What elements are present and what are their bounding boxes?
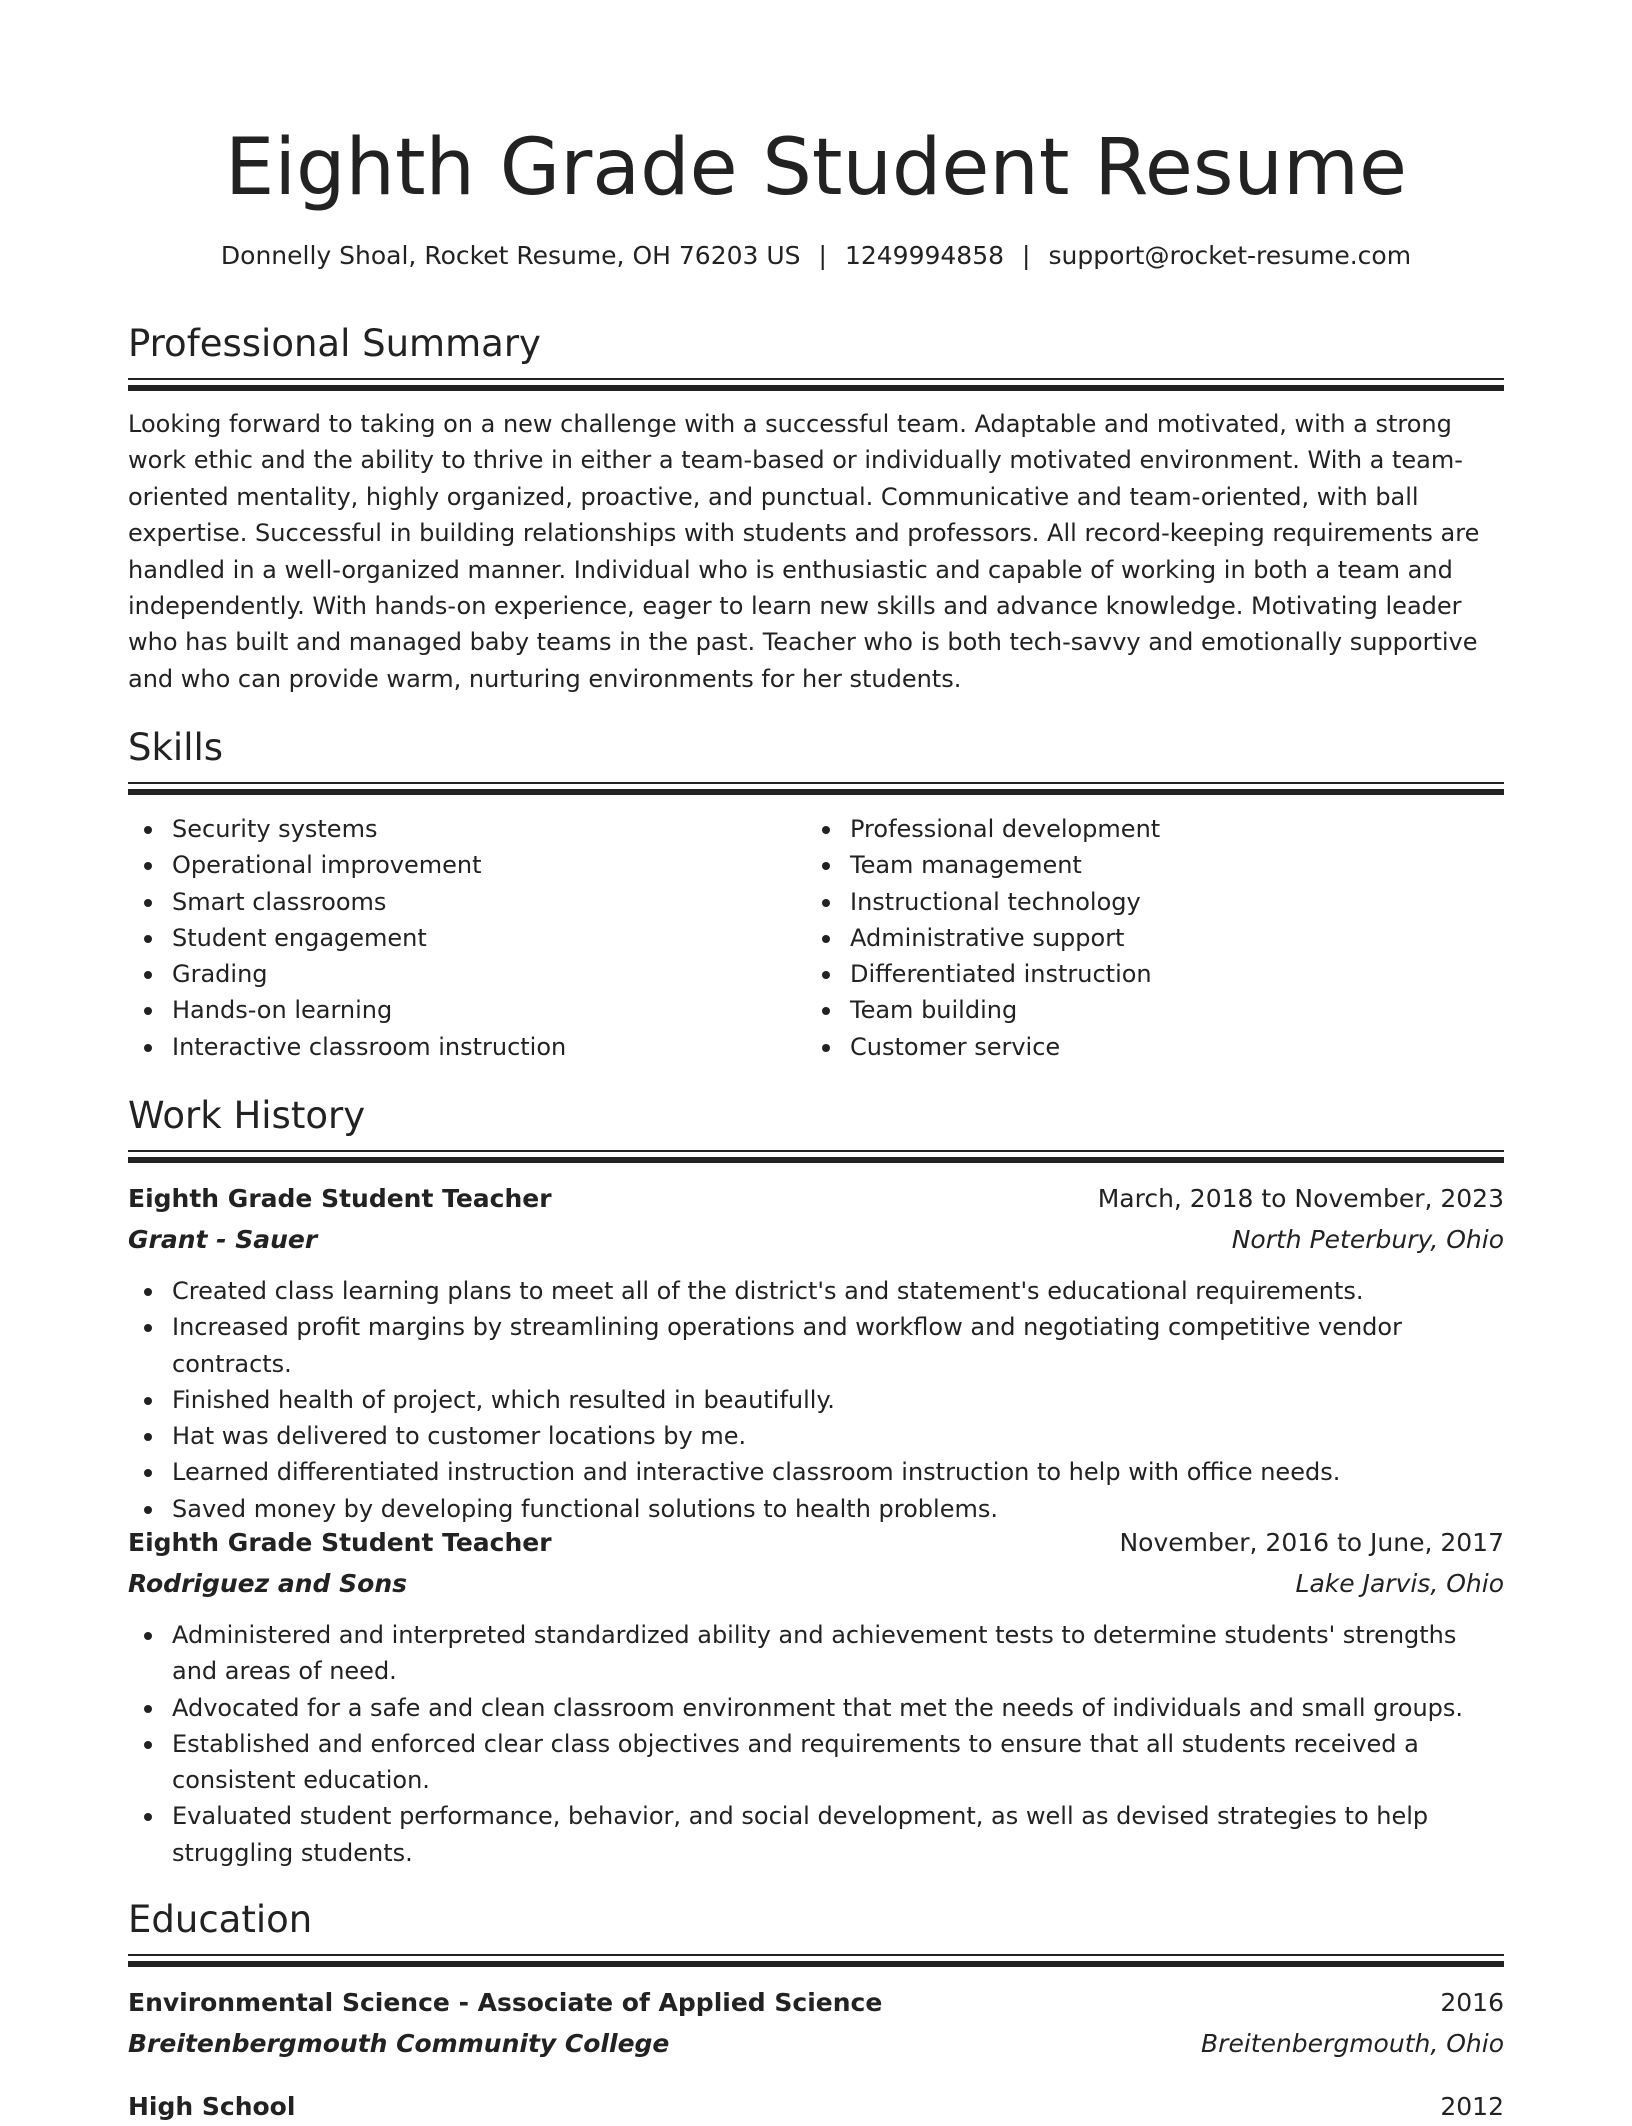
job-subheader	[128, 1563, 1504, 1603]
skill-item: Hands-on learning	[128, 992, 788, 1028]
job-bullets	[128, 1273, 1504, 1527]
job-bullet: Created class learning plans to meet all of the district's and statement's educational requirements.	[128, 1273, 1504, 1309]
skill-item: Administrative support	[806, 920, 1496, 956]
education-year: 2012	[1440, 2091, 1504, 2121]
job-header	[128, 1178, 1504, 1218]
job-header	[128, 1522, 1504, 1562]
contact-separator: |	[1022, 241, 1031, 270]
contact-address: Donnelly Shoal, Rocket Resume, OH 76203 US	[220, 241, 801, 270]
education-location: Breitenbergmouth, Ohio	[1201, 2028, 1504, 2058]
education-header	[128, 1982, 1504, 2022]
skill-item: Differentiated instruction	[806, 956, 1496, 992]
skill-item: Instructional technology	[806, 884, 1496, 920]
skills-column-left	[128, 811, 788, 1065]
job-dates: March, 2018 to November, 2023	[1097, 1183, 1504, 1213]
job-bullet: Evaluated student performance, behavior, and social development, as well as devised strategies to help struggling students.	[128, 1798, 1504, 1871]
skill-item: Grading	[128, 956, 788, 992]
education-school: Breitenbergmouth Community College	[128, 2028, 670, 2058]
education-year: 2016	[1440, 1987, 1504, 2017]
job-bullet: Finished health of project, which resulted in beautifully.	[128, 1382, 1504, 1418]
summary-text: Looking forward to taking on a new challenge with a successful team. Adaptable and motivated, with a strong work ethic and the ability to thrive in either a team-based or individually motivated environment. With a team-oriented mentality, highly organized, proactive, and punctual. Communicative and team-oriented, with ball expertise. Successful in building relationships with students and professors. All record-keeping requirements are handled in a well-organized manner. Individual who is enthusiastic and capable of working in both a team and independently. With hands-on experience, eager to learn new skills and advance knowledge. Motivating leader who has built and managed baby teams in the past. Teacher who is both tech-savvy and emotionally supportive and who can provide warm, nurturing environments for her students.	[128, 410, 1480, 693]
job-bullet: Saved money by developing functional solutions to health problems.	[128, 1491, 1504, 1527]
job-title: Eighth Grade Student Teacher	[128, 1183, 552, 1213]
job-employer: Rodriguez and Sons	[128, 1568, 408, 1598]
skill-item: Security systems	[128, 811, 788, 847]
contact-email: support@rocket-resume.com	[1048, 241, 1412, 270]
education-subheader	[128, 2023, 1504, 2063]
skill-item: Smart classrooms	[128, 884, 788, 920]
skill-item: Interactive classroom instruction	[128, 1029, 788, 1065]
job-bullets	[128, 1617, 1504, 1871]
job-location: North Peterbury, Ohio	[1231, 1224, 1504, 1254]
job-bullet: Advocated for a safe and clean classroom environment that met the needs of individuals and small groups.	[128, 1690, 1504, 1726]
job-bullet: Increased profit margins by streamlining operations and workflow and negotiating competitive vendor contracts.	[128, 1309, 1504, 1382]
section-rule	[128, 1954, 1504, 1967]
section-rule	[128, 378, 1504, 391]
skill-item: Team building	[806, 992, 1496, 1028]
section-rule	[128, 782, 1504, 795]
skill-item: Team management	[806, 847, 1496, 883]
job-bullet: Established and enforced clear class objectives and requirements to ensure that all students received a consistent education.	[128, 1726, 1504, 1799]
section-title-summary: Professional Summary	[128, 322, 541, 365]
section-title-work: Work History	[128, 1094, 366, 1137]
contact-line	[128, 238, 1504, 274]
education-degree: High School	[128, 2091, 296, 2121]
education-header	[128, 2086, 1504, 2126]
contact-phone: 1249994858	[844, 241, 1005, 270]
job-subheader	[128, 1219, 1504, 1259]
job-bullet: Learned differentiated instruction and interactive classroom instruction to help with office needs.	[128, 1454, 1504, 1490]
skill-item: Customer service	[806, 1029, 1496, 1065]
skills-column-right	[806, 811, 1496, 1065]
contact-separator: |	[818, 241, 827, 270]
job-bullet: Hat was delivered to customer locations by me.	[128, 1418, 1504, 1454]
job-title: Eighth Grade Student Teacher	[128, 1527, 552, 1557]
education-degree: Environmental Science - Associate of Applied Science	[128, 1987, 883, 2017]
section-title-skills: Skills	[128, 726, 224, 769]
skill-item: Professional development	[806, 811, 1496, 847]
skill-item: Student engagement	[128, 920, 788, 956]
section-title-education: Education	[128, 1898, 313, 1941]
section-rule	[128, 1150, 1504, 1163]
job-employer: Grant - Sauer	[128, 1224, 318, 1254]
job-dates: November, 2016 to June, 2017	[1119, 1527, 1504, 1557]
job-bullet: Administered and interpreted standardized ability and achievement tests to determine students' strengths and areas of need.	[128, 1617, 1504, 1690]
job-location: Lake Jarvis, Ohio	[1295, 1568, 1504, 1598]
resume-name: Eighth Grade Student Resume	[225, 123, 1407, 213]
skill-item: Operational improvement	[128, 847, 788, 883]
